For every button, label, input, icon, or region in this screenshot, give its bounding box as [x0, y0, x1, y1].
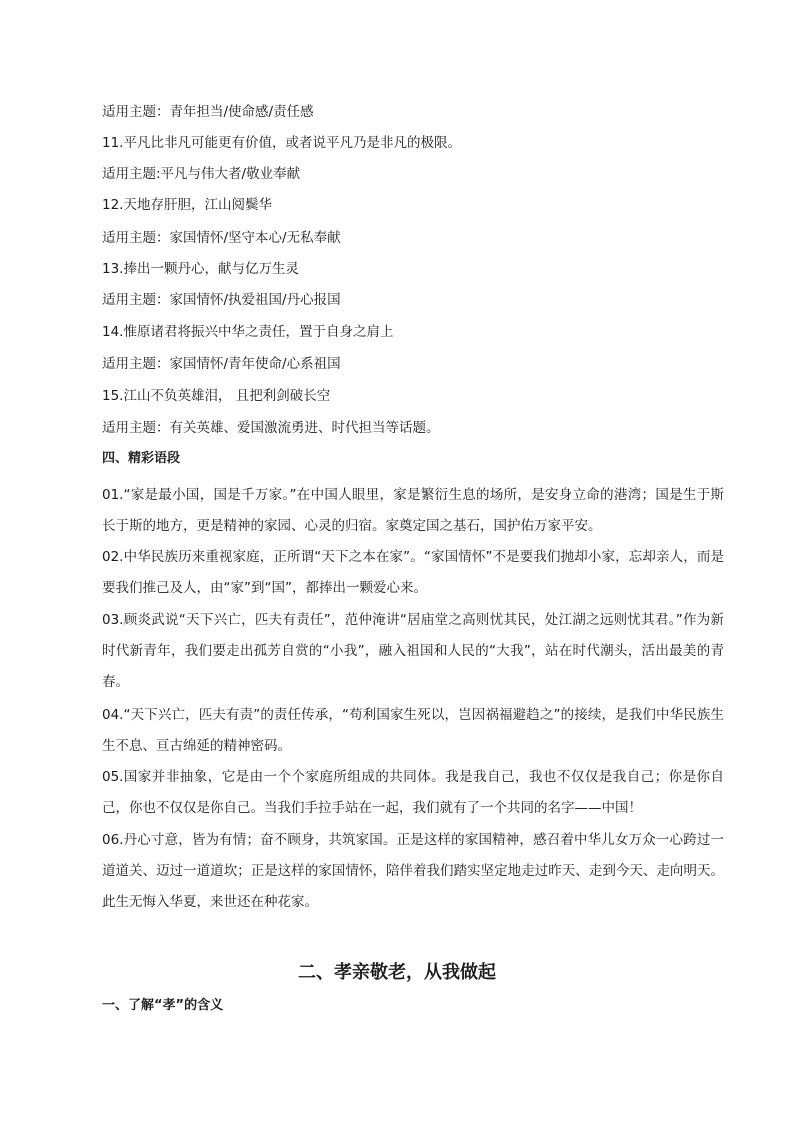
- theme-line: 适用主题：家国情怀/坚守本心/无私奉献: [102, 230, 341, 246]
- paragraph-01: 01.“家是最小国，国是千万家。”在中国人眼里，家是繁衍生息的场所，是安身立命的港湾；国是生于斯长于斯的地方，更是精神的家园、心灵的归宿。家奠定国之基石，国护佑万家平安。: [102, 487, 724, 534]
- paragraph-02: 02.中华民族历来重视家庭，正所谓“天下之本在家”。“家国情怀”不是要我们抛却小家，忘却亲人，而是要我们推己及人，由“家”到“国”，都捧出一颗爱心来。: [102, 549, 724, 596]
- theme-line: 适用主题：有关英雄、爱国激流勇进、时代担当等话题。: [102, 420, 440, 436]
- theme-line: 适用主题：家国情怀/青年使命/心系祖国: [102, 356, 341, 372]
- section-heading: 四、精彩语段: [102, 451, 181, 466]
- quote-line: 11.平凡比非凡可能更有价值，或者说平凡乃是非凡的极限。: [102, 135, 461, 151]
- paragraph-03: 03.顾炎武说“天下兴亡，匹夫有责任”，范仲淹讲“居庙堂之高则忧其民，处江湖之远则忧其君。”作为新时代新青年，我们要走出孤芳自赏的“小我”，融入祖国和人民的“大我”，站在时代潮头，活出最美的青春。: [102, 612, 724, 690]
- theme-line: 适用主题：家国情怀/执爱祖国/丹心报国: [102, 292, 341, 308]
- section-title: 二、孝亲敬老，从我做起: [298, 962, 496, 983]
- paragraph-05: 05.国家并非抽象，它是由一个个家庭所组成的共同体。我是我自己，我也不仅仅是我自己；你是你自己，你也不仅仅是你自己。当我们手拉手站在一起，我们就有了一个共同的名字——中国！: [102, 769, 724, 816]
- theme-line: 适用主题:平凡与伟大者/敬业奉献: [102, 166, 301, 182]
- theme-line: 适用主题：青年担当/使命感/责任感: [102, 104, 314, 120]
- quote-line: 12.天地存肝胆，江山阅鬓华: [102, 197, 272, 213]
- paragraph-04: 04.“天下兴亡，匹夫有责”的责任传承，“苟利国家生死以，岂因祸福避趋之”的接续，是我们中华民族生生不息、亘古绵延的精神密码。: [102, 707, 724, 754]
- quote-line: 15.江山不负英雄泪， 且把利剑破长空: [102, 388, 331, 404]
- paragraph-06: 06.丹心寸意，皆为有情；奋不顾身，共筑家国。正是这样的家国精神，感召着中华儿女万众一心跨过一道道关、迈过一道道坎；正是这样的家国情怀，陪伴着我们踏实坚定地走过昨天、走到今天、走向明天。此生无悔入华夏，来世还在种花家。: [102, 832, 724, 910]
- quote-line: 13.捧出一颗丹心，献与亿万生灵: [102, 261, 299, 277]
- subsection-heading: 一、了解“孝”的含义: [102, 998, 224, 1013]
- quote-line: 14.惟原诸君将振兴中华之责任，置于自身之肩上: [102, 324, 394, 340]
